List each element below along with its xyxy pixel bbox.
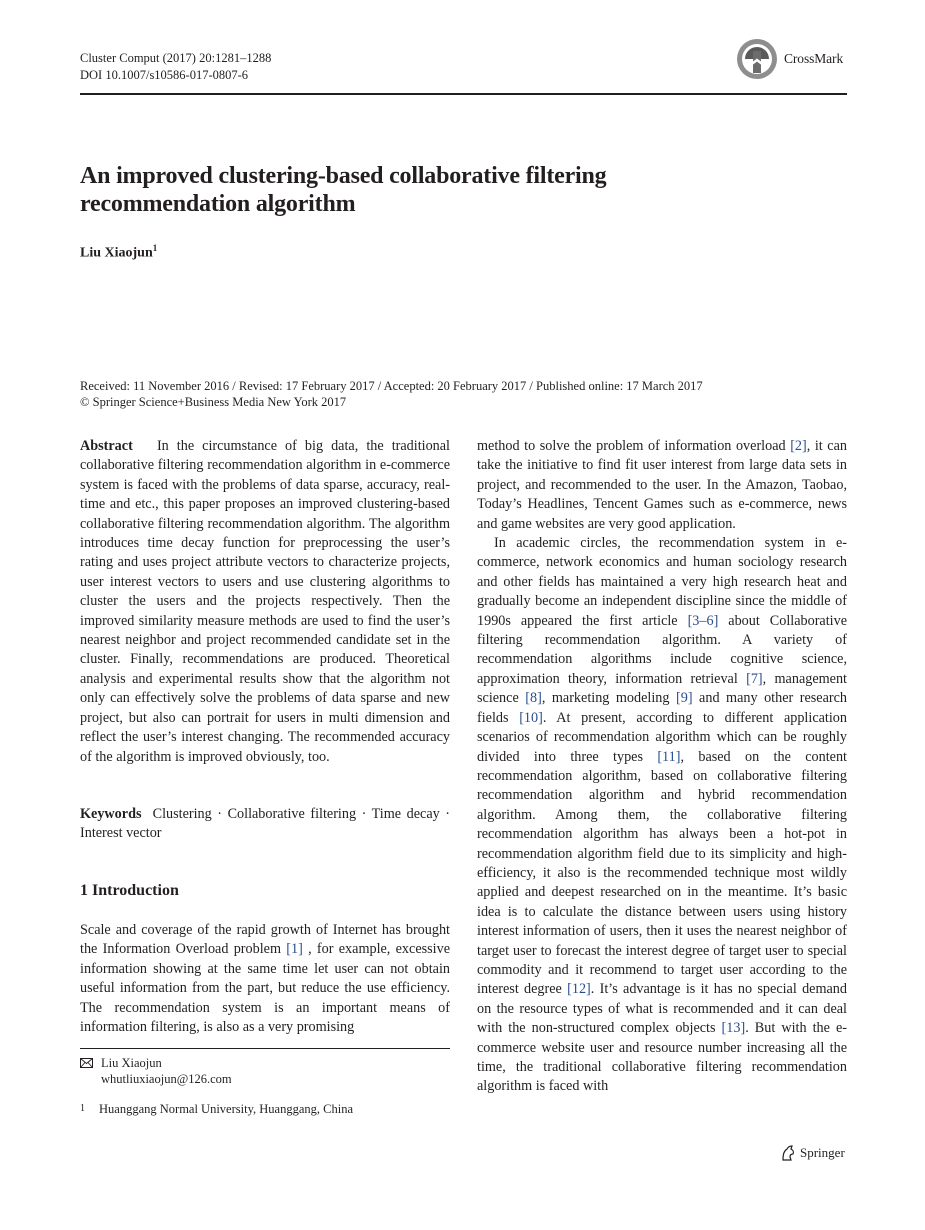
intro-paragraph-2 <box>477 534 847 1097</box>
corresponding-author-name: Liu Xiaojun <box>101 1056 162 1070</box>
publication-dates <box>80 378 847 410</box>
keywords-label: Keywords <box>80 806 142 822</box>
abstract-block <box>80 437 450 767</box>
citation-link[interactable]: [9] <box>676 690 693 707</box>
body-text: In academic circles, the recommendation system in e-commerce, network economics and human sociology research and other fields has maintained a very high research heat and gradually become an independent discipline since the middle of 1990s appeared the first article <box>477 535 847 629</box>
section-heading-introduction: 1 Introduction <box>80 882 179 899</box>
abstract-text: In the circumstance of big data, the traditional collaborative filtering recommendation algorithm in e-commerce system is faced with the problems of data sparse, accuracy, real-time and etc., this paper proposes an improved clustering-based collaborative filtering recommendation algorithm. The algorithm introduces time decay function for preprocessing the user’s rating and uses project attribute vectors to characterize projects, user interest vectors to users and use clustering algorithms to cluster the users and the projects respectively. Then the improved similarity measure methods are used to find the user’s nearest neighbor and project recommended candidate set in the cluster. Finally, recommendations are produced. Theoretical analysis and experimental results show that the algorithm not only can effectively solve the problems of data sparse and new project, but also can portrait for users in multi dimension and reflect the user’s interest changing. The recommended accuracy of the algorithm is improved obviously, too. <box>80 438 450 765</box>
copyright-line: © Springer Science+Business Media New York 2017 <box>80 395 347 409</box>
body-text: method to solve the problem of information overload <box>477 438 791 454</box>
publisher-name: Springer <box>800 1145 845 1160</box>
footnote-rule <box>80 1048 450 1049</box>
corresponding-author-email[interactable]: whutliuxiaojun@126.com <box>101 1072 232 1086</box>
paper-title: An improved clustering-based collaborative filtering recommendation algorithm <box>80 163 607 217</box>
envelope-icon <box>80 1058 93 1068</box>
springer-horse-icon <box>780 1144 796 1162</box>
author-affil-mark: 1 <box>152 243 158 253</box>
header-rule <box>80 93 847 95</box>
author-name[interactable]: Liu Xiaojun <box>80 245 153 261</box>
running-header <box>80 50 271 84</box>
history-dates: Received: 11 November 2016 / Revised: 17 February 2017 / Accepted: 20 February 2017 / Published online: 17 March 2017 <box>80 379 703 393</box>
doi-line[interactable]: DOI 10.1007/s10586-017-0807-6 <box>80 68 249 82</box>
body-text: , marketing modeling <box>541 690 676 707</box>
body-text: about Collaborative filtering recommendation algorithm. A variety of recommendation algorithms include cognitive science, approximation theory, information retrieval <box>477 612 847 687</box>
body-text: and many other research fields <box>477 690 847 726</box>
crossmark-label: CrossMark <box>784 51 844 66</box>
affiliation-text: Huanggang Normal University, Huanggang, China <box>99 1102 353 1116</box>
body-text: , management science <box>477 670 847 707</box>
citation-link[interactable]: [11] <box>657 748 681 765</box>
keywords-text: Clustering · Collaborative filtering · Time decay · Interest vector <box>80 806 450 842</box>
abstract-label: Abstract <box>80 438 133 454</box>
right-column <box>477 437 847 1097</box>
citation-link[interactable]: [8] <box>525 690 542 707</box>
affiliation-number: 1 <box>80 1103 85 1114</box>
body-text: . At present, according to different application scenarios of recommendation algorithm which can be roughly divided into three types <box>477 709 847 765</box>
body-text: . But with the e-commerce website user and resource number increasing all the time, the traditional collaborative filtering recommendation algorithm is faced with <box>477 1020 847 1095</box>
author-line <box>80 243 157 262</box>
intro-text: , for example, excessive information showing at the same time let user can not obtain useful information from the part, but reduce the use efficiency. The recommendation system is an important means of information filtering, is also as a very promising <box>80 941 450 1036</box>
crossmark-badge[interactable] <box>736 38 843 80</box>
citation-link[interactable]: [1] <box>286 941 303 958</box>
citation-link[interactable]: [10] <box>519 709 543 726</box>
body-text: , it can take the initiative to find fit user interest from large data sets in project, and recommended to the user. In the Amazon, Taobao, Today’s Headlines, Tencent Games such as e-commerce, news and game websites are very good application. <box>477 438 847 532</box>
citation-link[interactable]: [2] <box>790 438 807 454</box>
citation-link[interactable]: [13] <box>721 1020 746 1037</box>
body-text: , based on the content recommendation algorithm, based on collaborative filtering recommendation algorithm and hybrid recommendation algorithm. Among them, the collaborative filtering recommendation algorithm has always been a hot-pot in recommendation algorithm field due to its simplicity and high-efficiency, it also is the recommended technique most wildly applied and deepest researched on in the meantime. It’s basic idea is to calculate the distance between users using history interest information of users, then it uses the nearest neighbor of target user to forecast the interest degree of target user to special commodity and it recommend to target user according to the interest degree <box>477 748 847 998</box>
intro-paragraph-1-continued <box>477 437 847 534</box>
crossmark-icon <box>736 38 778 80</box>
citation-link[interactable]: [7] <box>746 670 763 687</box>
keywords-block <box>80 805 450 844</box>
intro-text: Scale and coverage of the rapid growth of Internet has brought the Information Overload problem <box>80 922 450 958</box>
publisher-logo <box>780 1144 845 1162</box>
correspondence-footnote <box>80 1055 450 1117</box>
journal-citation: Cluster Comput (2017) 20:1281–1288 <box>80 51 272 65</box>
citation-link[interactable]: [12] <box>567 981 591 998</box>
citation-link[interactable]: [3–6] <box>687 612 719 629</box>
body-text: . It’s advantage is it has no special demand on the resource types of what is recommended and it can deal with the non-structured complex objects <box>477 981 847 1037</box>
intro-paragraph-1 <box>80 921 450 1037</box>
